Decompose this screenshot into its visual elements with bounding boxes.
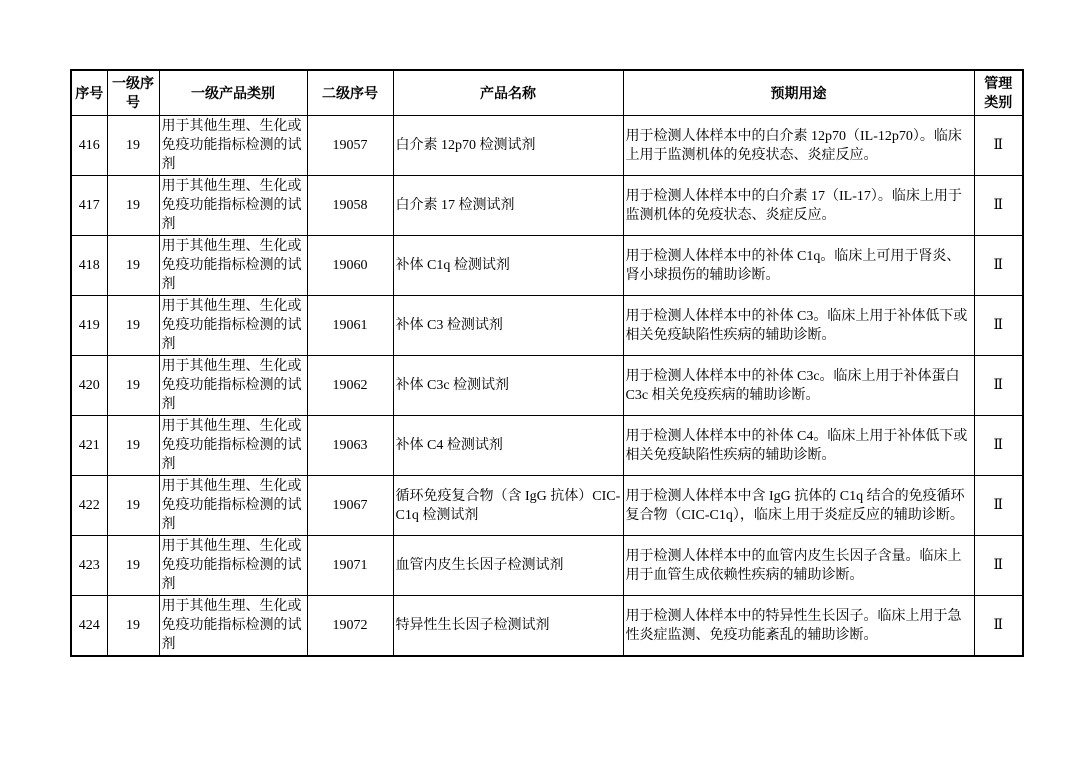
cell-level2-no: 19061 (307, 296, 393, 356)
cell-level1-no: 19 (107, 176, 159, 236)
header-serial-no: 序号 (71, 70, 107, 116)
cell-level2-no: 19063 (307, 416, 393, 476)
cell-level1-no: 19 (107, 116, 159, 176)
cell-level1-no: 19 (107, 236, 159, 296)
table-body (71, 116, 1023, 657)
cell-level1-category: 用于其他生理、生化或免疫功能指标检测的试剂 (159, 296, 307, 356)
cell-level1-category: 用于其他生理、生化或免疫功能指标检测的试剂 (159, 356, 307, 416)
cell-product-name: 循环免疫复合物（含 IgG 抗体）CIC-C1q 检测试剂 (393, 476, 623, 536)
cell-level2-no: 19071 (307, 536, 393, 596)
header-intended-use: 预期用途 (623, 70, 974, 116)
cell-product-name: 白介素 17 检测试剂 (393, 176, 623, 236)
table-row (71, 116, 1023, 176)
cell-level1-category: 用于其他生理、生化或免疫功能指标检测的试剂 (159, 236, 307, 296)
cell-serial-no: 423 (71, 536, 107, 596)
cell-management-class: Ⅱ (974, 416, 1023, 476)
cell-level1-category: 用于其他生理、生化或免疫功能指标检测的试剂 (159, 536, 307, 596)
cell-level2-no: 19057 (307, 116, 393, 176)
cell-level2-no: 19062 (307, 356, 393, 416)
cell-intended-use: 用于检测人体样本中的补体 C4。临床上用于补体低下或相关免疫缺陷性疾病的辅助诊断。 (623, 416, 974, 476)
cell-level2-no: 19067 (307, 476, 393, 536)
cell-management-class: Ⅱ (974, 236, 1023, 296)
table-header (71, 70, 1023, 116)
cell-product-name: 补体 C3c 检测试剂 (393, 356, 623, 416)
cell-level1-no: 19 (107, 356, 159, 416)
cell-product-name: 补体 C3 检测试剂 (393, 296, 623, 356)
cell-level1-no: 19 (107, 536, 159, 596)
cell-management-class: Ⅱ (974, 356, 1023, 416)
cell-level2-no: 19072 (307, 596, 393, 657)
table-row (71, 176, 1023, 236)
header-product-name: 产品名称 (393, 70, 623, 116)
cell-product-name: 血管内皮生长因子检测试剂 (393, 536, 623, 596)
cell-management-class: Ⅱ (974, 116, 1023, 176)
header-level1-category: 一级产品类别 (159, 70, 307, 116)
cell-intended-use: 用于检测人体样本中的补体 C3c。临床上用于补体蛋白 C3c 相关免疫疾病的辅助诊断。 (623, 356, 974, 416)
cell-intended-use: 用于检测人体样本中的补体 C1q。临床上可用于肾炎、肾小球损伤的辅助诊断。 (623, 236, 974, 296)
cell-serial-no: 417 (71, 176, 107, 236)
cell-management-class: Ⅱ (974, 296, 1023, 356)
cell-intended-use: 用于检测人体样本中的血管内皮生长因子含量。临床上用于血管生成依赖性疾病的辅助诊断。 (623, 536, 974, 596)
cell-level1-no: 19 (107, 476, 159, 536)
cell-serial-no: 422 (71, 476, 107, 536)
cell-management-class: Ⅱ (974, 476, 1023, 536)
cell-management-class: Ⅱ (974, 596, 1023, 657)
cell-level1-category: 用于其他生理、生化或免疫功能指标检测的试剂 (159, 116, 307, 176)
table-row (71, 416, 1023, 476)
cell-level2-no: 19058 (307, 176, 393, 236)
cell-serial-no: 421 (71, 416, 107, 476)
table-row (71, 536, 1023, 596)
table-row (71, 296, 1023, 356)
cell-level1-category: 用于其他生理、生化或免疫功能指标检测的试剂 (159, 416, 307, 476)
table-row (71, 596, 1023, 657)
header-level1-no: 一级序号 (107, 70, 159, 116)
product-classification-table (70, 69, 1024, 657)
cell-serial-no: 416 (71, 116, 107, 176)
cell-serial-no: 418 (71, 236, 107, 296)
cell-serial-no: 420 (71, 356, 107, 416)
cell-product-name: 特异性生长因子检测试剂 (393, 596, 623, 657)
header-level2-no: 二级序号 (307, 70, 393, 116)
cell-intended-use: 用于检测人体样本中的补体 C3。临床上用于补体低下或相关免疫缺陷性疾病的辅助诊断。 (623, 296, 974, 356)
cell-intended-use: 用于检测人体样本中的特异性生长因子。临床上用于急性炎症监测、免疫功能紊乱的辅助诊断。 (623, 596, 974, 657)
cell-intended-use: 用于检测人体样本中的白介素 17（IL-17）。临床上用于监测机体的免疫状态、炎症反应。 (623, 176, 974, 236)
cell-level1-category: 用于其他生理、生化或免疫功能指标检测的试剂 (159, 596, 307, 657)
cell-level1-category: 用于其他生理、生化或免疫功能指标检测的试剂 (159, 176, 307, 236)
cell-serial-no: 419 (71, 296, 107, 356)
cell-management-class: Ⅱ (974, 176, 1023, 236)
header-management-class: 管理类别 (974, 70, 1023, 116)
cell-intended-use: 用于检测人体样本中含 IgG 抗体的 C1q 结合的免疫循环复合物（CIC-C1q），临床上用于炎症反应的辅助诊断。 (623, 476, 974, 536)
cell-product-name: 补体 C4 检测试剂 (393, 416, 623, 476)
header-row (71, 70, 1023, 116)
table-row (71, 356, 1023, 416)
cell-level1-no: 19 (107, 416, 159, 476)
cell-level1-no: 19 (107, 596, 159, 657)
cell-serial-no: 424 (71, 596, 107, 657)
cell-level2-no: 19060 (307, 236, 393, 296)
cell-level1-category: 用于其他生理、生化或免疫功能指标检测的试剂 (159, 476, 307, 536)
cell-product-name: 补体 C1q 检测试剂 (393, 236, 623, 296)
cell-intended-use: 用于检测人体样本中的白介素 12p70（IL-12p70）。临床上用于监测机体的免疫状态、炎症反应。 (623, 116, 974, 176)
table-row (71, 236, 1023, 296)
cell-management-class: Ⅱ (974, 536, 1023, 596)
table-row (71, 476, 1023, 536)
cell-product-name: 白介素 12p70 检测试剂 (393, 116, 623, 176)
cell-level1-no: 19 (107, 296, 159, 356)
